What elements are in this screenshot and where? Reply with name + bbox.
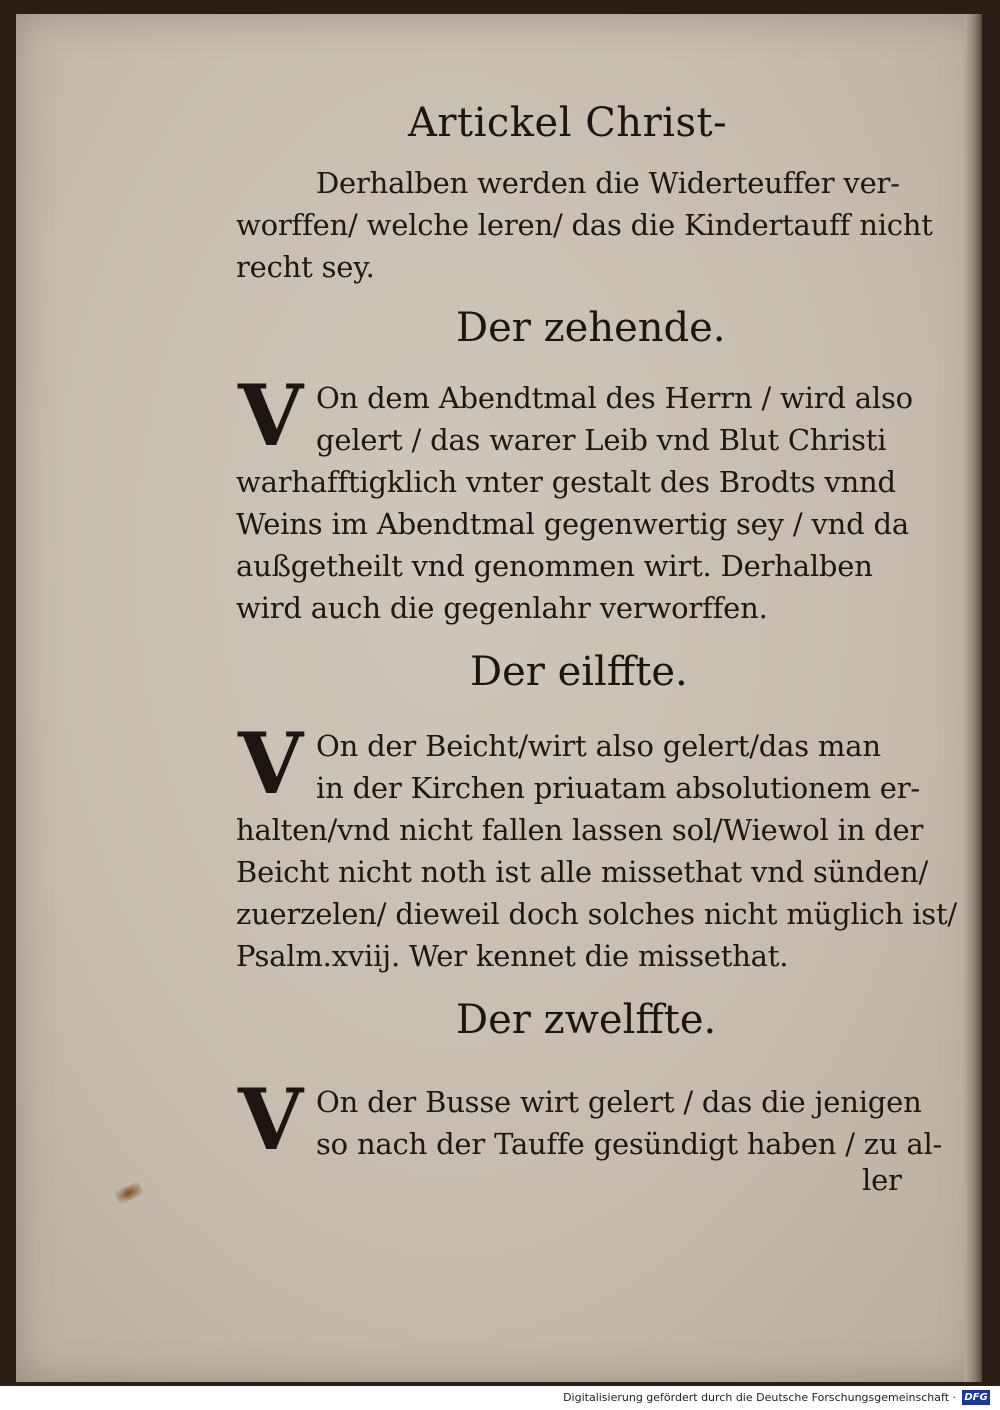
text-line: warhafftigklich vnter gestalt des Brodts vnnd bbox=[236, 465, 896, 499]
text-line: On der Beicht/wirt also gelert/das man bbox=[316, 729, 881, 763]
text-line: Derhalben werden die Widerteuffer ver- bbox=[316, 166, 900, 200]
drop-initial: V bbox=[238, 366, 304, 465]
text-line: recht sey. bbox=[236, 250, 375, 284]
text-line: On der Busse wirt gelert / das die jenigen bbox=[316, 1085, 922, 1119]
text-line: Psalm.xviij. Wer kennet die missethat. bbox=[236, 939, 789, 973]
text-line: halten/vnd nicht fallen lassen sol/Wiewol in der bbox=[236, 813, 924, 847]
dfg-logo: DFG bbox=[962, 1390, 990, 1405]
ink-smudge bbox=[114, 1181, 143, 1205]
drop-initial: V bbox=[238, 714, 304, 813]
text-line: On dem Abendtmal des Herrn / wird also bbox=[316, 381, 913, 415]
funding-credit: Digitalisierung gefördert durch die Deutsche Forschungsgemeinschaft · bbox=[563, 1391, 956, 1404]
text-line: außgetheilt vnd genommen wirt. Derhalben bbox=[236, 549, 873, 583]
text-line: wird auch die gegenlahr verworffen. bbox=[236, 591, 768, 625]
text-line: gelert / das warer Leib vnd Blut Christi bbox=[316, 423, 887, 457]
section-title: Der zwelffte. bbox=[456, 997, 717, 1043]
section-title: Der eilffte. bbox=[470, 649, 688, 695]
text-line: Weins im Abendtmal gegenwertig sey / vnd da bbox=[236, 507, 909, 541]
text-line: so nach der Tauffe gesündigt haben / zu al- bbox=[316, 1127, 943, 1161]
page-edge bbox=[964, 14, 982, 1382]
text-line: Beicht nicht noth ist alle missethat vnd sünden/ bbox=[236, 855, 929, 889]
text-line: zuerzelen/ dieweil doch solches nicht müglich ist/ bbox=[236, 897, 957, 931]
catchword: ler bbox=[862, 1163, 902, 1197]
text-line: worffen/ welche leren/ das die Kindertauff nicht bbox=[236, 208, 933, 242]
running-head: Artickel Christ- bbox=[408, 100, 728, 146]
section-title: Der zehende. bbox=[456, 305, 726, 351]
text-line: in der Kirchen priuatam absolutionem er- bbox=[316, 771, 921, 805]
drop-initial: V bbox=[238, 1070, 304, 1169]
